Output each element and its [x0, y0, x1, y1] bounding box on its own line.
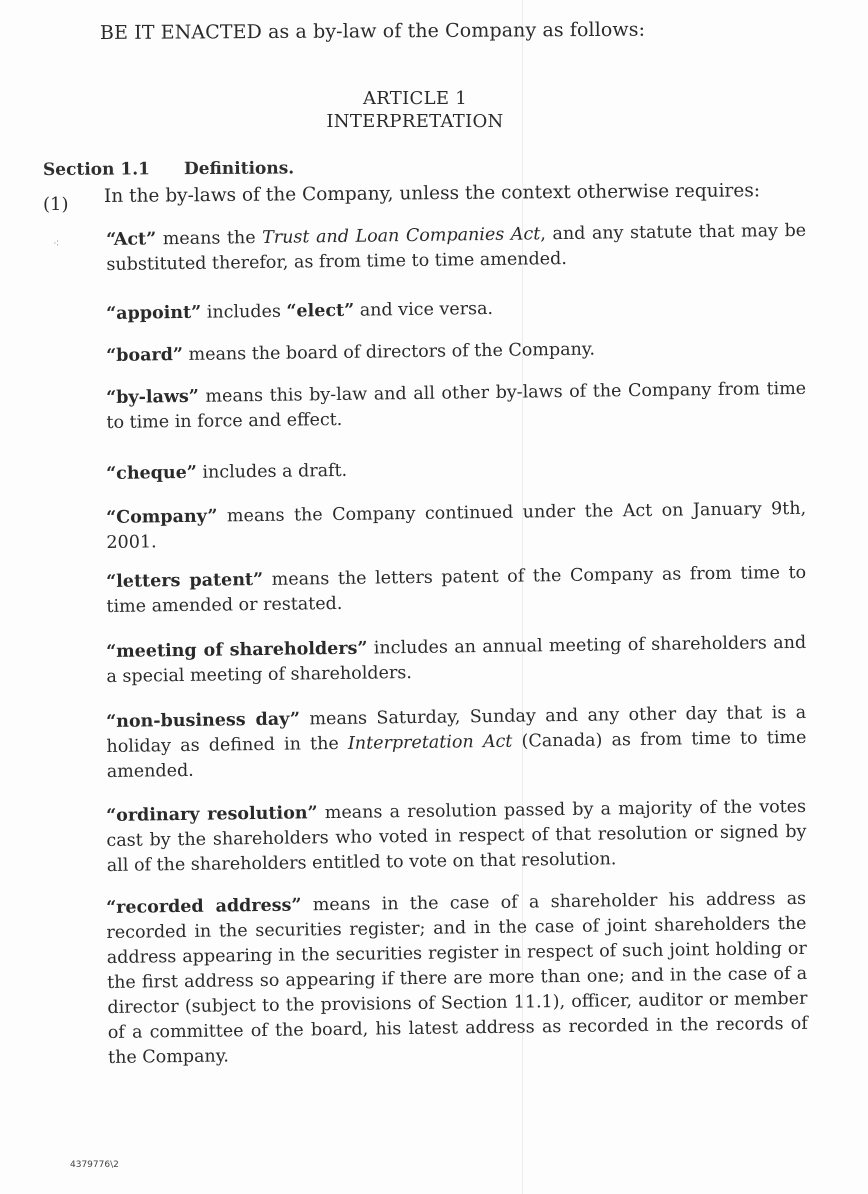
- subsection-number: (1): [43, 194, 69, 215]
- definition-company: “Company” means the Company continued under the Act on January 9th, 2001.: [106, 498, 807, 553]
- definition-term: “non-business day”: [106, 709, 301, 732]
- definition-term: “meeting of shareholders”: [106, 638, 368, 662]
- subsection-intro: In the by-laws of the Company, unless the context otherwise requires:: [103, 180, 761, 207]
- article-title: INTERPRETATION: [326, 111, 504, 132]
- definition-term: “Company”: [106, 506, 218, 528]
- definition-term: “recorded address”: [106, 895, 302, 918]
- definition-term: “Act”: [106, 229, 157, 250]
- definition-letters-patent: “letters patent” means the letters patent of the Company as from time to time amended or restated.: [106, 562, 807, 617]
- definition-term: “by-laws”: [106, 386, 199, 408]
- definition-meeting-of-shareholders: “meeting of shareholders” includes an annual meeting of shareholders and a special meeting of shareholders.: [106, 632, 807, 687]
- document-reference: 4379776\2: [70, 1160, 119, 1170]
- definition-term: “appoint”: [106, 302, 202, 324]
- enactment-clause: BE IT ENACTED as a by-law of the Company as follows:: [99, 18, 646, 44]
- section-title: Definitions.: [183, 158, 295, 180]
- article-number: ARTICLE 1: [362, 88, 468, 109]
- definition-by-laws: “by-laws” means this by-law and all other by-laws of the Company from time to time in force and effect.: [106, 378, 807, 433]
- definition-appoint: “appoint” includes “elect” and vice versa.: [106, 298, 494, 324]
- margin-mark: ⁖: [53, 237, 60, 250]
- definition-term-secondary: “elect”: [286, 300, 355, 322]
- definition-term: “ordinary resolution”: [106, 803, 318, 826]
- definition-board: “board” means the board of directors of the Company.: [106, 339, 596, 366]
- definition-recorded-address: “recorded address” means in the case of a shareholder his address as recorded in the securities register; and in the case of joint shareholders the address appearing in the securities register in respect of such joint holding or the first address so appearing if there are more than one; and in the case of a director (subject to the provisions of Section 11.1), officer, auditor or member of a committee of the board, his latest address as recorded in the records of the Company.: [106, 888, 808, 1068]
- definition-term: “letters patent”: [106, 569, 264, 592]
- definition-ordinary-resolution: “ordinary resolution” means a resolution passed by a majority of the votes cast by the shareholders who voted in respect of that resolution or signed by all of the shareholders entitled to vote on that resolution.: [106, 796, 807, 876]
- definition-act: “Act” means the Trust and Loan Companies Act, and any statute that may be substituted therefor, as from time to time amended.: [106, 220, 807, 275]
- section-heading: [43, 158, 294, 180]
- definition-term: “cheque”: [106, 462, 198, 484]
- definition-term: “board”: [106, 344, 184, 366]
- definition-non-business-day: “non-business day” means Saturday, Sunday and any other day that is a holiday as defined in the Interpretation Act (Canada) as from time to time amended.: [106, 702, 807, 782]
- section-number: Section 1.1: [42, 159, 151, 180]
- definition-cheque: “cheque” includes a draft.: [106, 460, 348, 484]
